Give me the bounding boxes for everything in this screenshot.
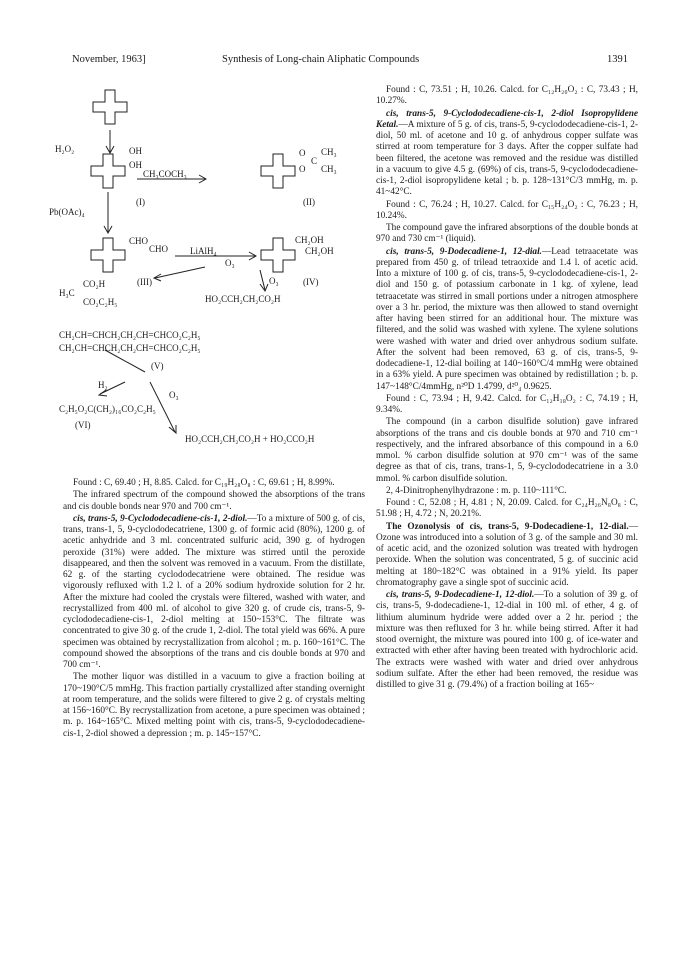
succinic-acid: HO₂CCH₂CH₂CO₂H	[205, 294, 281, 304]
reagent-h2o2: H₂O₂	[55, 144, 75, 154]
diol-ring-I	[91, 154, 125, 188]
compound-VI-label: (VI)	[75, 420, 91, 430]
right-paragraph-10	[376, 522, 638, 590]
reagent-o3-right: O₃	[269, 276, 279, 286]
reagent-o3-lower: O₃	[169, 390, 179, 400]
right-paragraph-11	[376, 590, 638, 691]
compound-IV-label: (IV)	[303, 277, 319, 287]
right-paragraph-7: The compound (in a carbon disulfide solution) gave infrared absorptions of the trans and cis double bonds at 970 and 710 cm⁻¹ respectively, and the infrared absorbance of this compound in a 6.0 mmol. % carbon disulfide solution at 970 cm⁻¹ was of the same degree as that of cis, trans, trans-1, 5, 9-cyclododecatriene in a 3.0 mmol. % carbon disulfide solution.	[376, 417, 638, 484]
ketal-o-2: O	[299, 164, 306, 174]
right-paragraph-3: Found : C, 76.24 ; H, 10.27. Calcd. for C₁₅H₂₄O₂ : C, 76.23 ; H, 10.24%.	[376, 199, 638, 221]
section-body-dial: —Lead tetraacetate was prepared from 450 g. of trilead tetraoxide and 1.4 l. of acetic acid. Into a mixture of 100 g. of cis, trans-5, 9-cyclododecadiene-cis-1, 2-diol and 150 g. of potassium carbonate in 1 kg. of xylene, lead tetraacetate was stirred in small portions under a nitrogen atmosphere over a 3 hr. period, the mixture was then allowed to stand overnight after having been stirred for an additional hour. The mixture was filtered, and the solid was washed with xylene. The xylene solutions were washed with water and dried over anhydrous sodium sulfate. After the solvent had been removed, 63 g. of cis, trans-5, 9-dodecadiene-1, 12-dial boiling at 140~160°C/4 mmHg were obtained in a 63% yield. A pure specimen was obtained by redistillation ; b. p. 147~148°C/4mmHg, n²⁰D 1.4799, d²⁰₄ 0.9625.	[376, 246, 639, 392]
ketal-c: C	[311, 156, 318, 166]
section-heading-dodecadiene-diol: cis, trans-5, 9-Dodecadiene-1, 12-diol.	[386, 590, 535, 600]
reagent-pb-oac: Pb(OAc)₄	[49, 207, 85, 217]
left-section-heading-diol: cis, trans-5, 9-Cyclododecadiene-cis-1, 2-diol.	[73, 513, 248, 524]
section-body-ketal: —A mixture of 5 g. of cis, trans-5, 9-cyclododecadiene-cis-1, 2-diol, 50 ml. of acetone and 10 g. of anhydrous copper sulfate was stirred at room temperature for 3 days. After the copper sulfate had been filtered, the acetone was removed and the residue was distilled in a vacuum to give 4.5 g. (69%) of cis, trans-5, 9-cyclododecadiene-cis-1, 2-diol isopropylidene ketal ; b. p. 128~131°C/3 mmHg, m. p. 41~42°C.	[376, 119, 638, 198]
arrow-to-V	[105, 350, 145, 372]
left-section-body-diol: —To a mixture of 500 g. of cis, trans, trans-1, 5, 9-cyclododecatriene, 1300 g. of formic acid (80%), 1200 g. of acetic anhydride and 3 ml. concentrated sulfuric acid, 390 g. of hydrogen peroxide (31%) were added. The mixture was stirred until the peroxide disappeared, and then the solvent was removed in a vacuum. From the distillate, 62 g. of the starting cyclododecatriene were obtained. The residue was vigorously refluxed with 1.2 l. of a 20% sodium hydroxide solution for 2 hr. After the mixture had cooled the crystals were filtered, washed with water, and recrystallized from 400 ml. of alcohol to give 320 g. of crude cis, trans-5, 9-cyclododecadiene-cis-1, 2-diol melting at 150~153°C. The filtrate was concentrated to give 30 g. of the crude 1, 2-diol. The total yield was 66%. A pure specimen was obtained by recrystallization from alcohol ; m. p. 160~161°C. The compound showed the absorptions of the trans and cis double bonds at 970 and 700 cm⁻¹.	[63, 513, 365, 670]
right-paragraph-5	[376, 247, 638, 393]
left-paragraph-2: The infrared spectrum of the compound showed the absorptions of the trans and cis double bonds near 970 and 700 cm⁻¹.	[63, 490, 365, 512]
label-cho-1: CHO	[129, 236, 149, 246]
label-ch2oh-1: CH₂OH	[295, 235, 324, 245]
left-paragraph-1: Found : C, 69.40 ; H, 8.85. Calcd. for C₁₉H₂₈O₈ : C, 69.61 ; H, 8.99%.	[73, 478, 335, 488]
label-cho-2: CHO	[149, 244, 169, 254]
label-oh-1: OH	[129, 146, 142, 156]
reagent-h2: H₂	[98, 380, 108, 390]
left-paragraph-3	[63, 514, 365, 672]
reagent-acetone: CH₃COCH₃	[143, 169, 187, 179]
left-paragraph-4: The mother liquor was distilled in a vacuum to give a fraction boiling at 170~190°C/5 mmHg. This fraction partially crystallized after standing overnight at room temperature, and the solids were filtered to give 2 g. of crystals melting at 156~160°C. By recrystallization from acetone, a pure specimen was obtained ; m. p. 164~165°C. Mixed melting point with cis, trans-5, 9-cyclododecadiene-cis-1, 2-diol showed a depression ; m. p. 145~157°C.	[63, 672, 365, 739]
right-paragraph-9: Found : C, 52.08 ; H, 4.81 ; N, 20.09. Calcd. for C₂₄H₂₆N₈O₈ : C, 51.98 ; H, 4.72 ; N, 20.21%.	[376, 498, 638, 520]
ketal-ch3-1: CH₃	[321, 147, 337, 157]
left-column	[63, 478, 365, 741]
reagent-o3-left: O₃	[225, 258, 235, 268]
reaction-scheme	[49, 82, 367, 462]
section-body-ozonolysis: —Ozone was introduced into a solution of 3 g. of the sample and 30 ml. of acetic acid, and the ozonized solution was treated with hydrogen peroxide. When the solution was concentrated, 5 g. of succinic acid melting at 180~182°C was obtained in a 91% yield. Its paper chromatography gave a single spot of succinic acid.	[376, 521, 638, 588]
page-number: 1391	[607, 54, 628, 65]
right-paragraph-1: Found : C, 73.51 ; H, 10.26. Calcd. for C₁₂H₂₀O₂ : C, 73.43 ; H, 10.27%.	[376, 85, 638, 107]
cyclododecatriene-ring	[93, 90, 127, 124]
right-paragraph-8: 2, 4-Dinitrophenylhydrazone : m. p. 110~111°C.	[386, 485, 567, 496]
triene-line-1: CH₂CH=CHCH₂CH₂CH=CHCO₂C₂H₅	[59, 330, 201, 340]
ketal-o-1: O	[299, 148, 306, 158]
compound-I-label: (I)	[136, 197, 145, 207]
ketal-ring-II	[261, 154, 295, 188]
section-heading-ketal: cis, trans-5, 9-Cyclododecadiene-cis-1, 2-diol Isopropylidene Ketal.	[376, 108, 638, 130]
label-oh-2: OH	[129, 160, 142, 170]
compound-II-label: (II)	[303, 197, 315, 207]
dialdehyde-ring-III	[91, 238, 125, 272]
arrow-o3-left	[155, 267, 205, 278]
right-column	[376, 85, 638, 692]
ketal-ch3-2: CH₃	[321, 164, 337, 174]
header-title: Synthesis of Long-chain Aliphatic Compounds	[222, 54, 420, 65]
products-lower: HO₂CCH₂CH₂CO₂H + HO₂CCO₂H	[185, 434, 315, 444]
right-paragraph-4: The compound gave the infrared absorptions of the double bonds at 970 and 730 cm⁻¹ (liquid).	[376, 223, 638, 245]
section-heading-dial: cis, trans-5, 9-Dodecadiene-1, 12-dial.	[386, 246, 542, 257]
triene-line-2: CH₂CH=CHCH₂CH₂CH=CHCO₂C₂H₅	[59, 343, 201, 353]
section-heading-ozonolysis: The Ozonolysis of cis, trans-5, 9-Dodecadiene-1, 12-dial.	[386, 521, 629, 532]
diester-VI: C₂H₅O₂C(CH₂)₁₆CO₂C₂H₅	[59, 404, 156, 414]
malonate-co2et: CO₂C₂H₅	[83, 297, 118, 307]
malonate-h3c: H₃C	[59, 288, 75, 298]
malonate-co2h: CO₂H	[83, 279, 106, 289]
reagent-lialh4: LiAlH₄	[190, 246, 217, 256]
label-ch2oh-2: CH₂OH	[305, 246, 334, 256]
header-date: November, 1963]	[72, 54, 146, 65]
compound-III-label: (III)	[137, 277, 152, 287]
right-paragraph-6: Found : C, 73.94 ; H, 9.42. Calcd. for C₁₂H₁₈O₂ : C, 74.19 ; H, 9.34%.	[376, 393, 638, 415]
compound-V-label: (V)	[151, 361, 164, 371]
right-paragraph-2	[376, 109, 638, 199]
section-body-dodecadiene-diol: —To a solution of 39 g. of cis, trans-5, 9-dodecadiene-1, 12-dial in 100 ml. of ether, 4 g. of lithium aluminum hydride were added over a 2 hr. period ; the mixture was then refluxed for 3 hr. while being stirred. After it had stood overnight, the mixture was poured into 100 g. of ice-water and extracted with ether after having been treated with hydrochloric acid. The extracts were washed with water and dried over anhydrous sodium sulfate. After the ether had been removed, the residue was distilled to give 31 g. (79.4%) of a fraction boiling at 165~	[376, 590, 639, 690]
diol-ring-IV	[261, 238, 295, 272]
